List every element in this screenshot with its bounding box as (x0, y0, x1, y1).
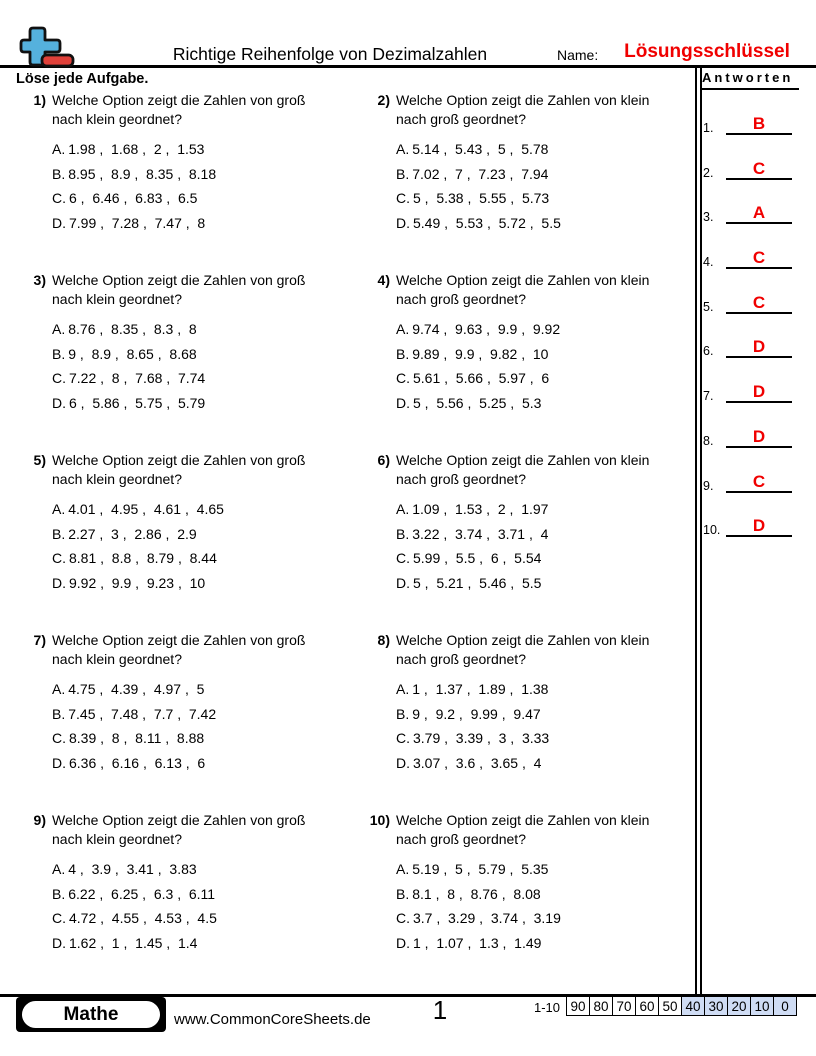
question-prompt: Welche Option zeigt die Zahlen von klein nach groß geordnet? (396, 92, 650, 127)
question-number: 9) (33, 812, 46, 828)
option-row (396, 726, 668, 751)
answer-number: 9. (703, 478, 714, 493)
score-cell: 20 (727, 996, 751, 1016)
option-label: C. (52, 190, 66, 207)
option-values: 1.62 , 1 , 1.45 , 1.4 (69, 934, 198, 951)
option-row (52, 857, 324, 882)
answer-number: 8. (703, 433, 714, 448)
question-block (364, 91, 700, 235)
question-block (20, 451, 356, 595)
option-label: D. (52, 754, 66, 771)
option-label: A. (396, 141, 410, 157)
option-label: D. (52, 394, 66, 411)
option-row (52, 726, 324, 751)
answer-key-label: Lösungsschlüssel (624, 41, 790, 62)
option-values: 6 , 6.46 , 6.83 , 6.5 (69, 190, 198, 207)
question-number: 4) (377, 272, 390, 288)
options-list (396, 137, 668, 235)
answer-letter: D (726, 383, 792, 403)
answer-letter: A (726, 204, 792, 224)
score-cell: 80 (589, 996, 613, 1016)
option-values: 6.36 , 6.16 , 6.13 , 6 (69, 754, 206, 771)
option-row (52, 702, 324, 727)
question-block (20, 811, 356, 955)
option-label: C. (396, 550, 410, 567)
score-cell: 70 (612, 996, 636, 1016)
answer-item (700, 326, 802, 358)
option-row (396, 342, 668, 367)
option-values: 3.7 , 3.29 , 3.74 , 3.19 (413, 910, 561, 927)
option-row (52, 391, 324, 416)
option-values: 5 , 5.38 , 5.55 , 5.73 (413, 190, 550, 207)
options-list (52, 677, 324, 775)
answer-number: 7. (703, 389, 714, 404)
option-label: B. (52, 885, 66, 902)
answer-item (700, 237, 802, 269)
option-values: 7.99 , 7.28 , 7.47 , 8 (69, 214, 206, 231)
option-values: 7.02 , 7 , 7.23 , 7.94 (412, 165, 549, 182)
option-values: 2.27 , 3 , 2.86 , 2.9 (68, 525, 197, 542)
score-range-label: 1-10 (533, 1000, 560, 1015)
option-label: B. (52, 345, 66, 362)
answer-item (700, 461, 802, 493)
option-label: B. (396, 345, 410, 362)
answer-item (700, 282, 802, 314)
option-label: C. (52, 550, 66, 567)
option-values: 4.75 , 4.39 , 4.97 , 5 (68, 681, 205, 697)
option-row (52, 571, 324, 596)
answer-letter: C (726, 294, 792, 314)
option-values: 1.09 , 1.53 , 2 , 1.97 (412, 501, 549, 517)
option-values: 3.79 , 3.39 , 3 , 3.33 (413, 730, 550, 747)
option-label: B. (396, 165, 410, 182)
option-values: 1 , 1.37 , 1.89 , 1.38 (412, 681, 549, 697)
option-label: D. (52, 574, 66, 591)
option-values: 5 , 5.56 , 5.25 , 5.3 (413, 394, 542, 411)
question-prompt: Welche Option zeigt die Zahlen von groß nach klein geordnet? (52, 812, 306, 847)
subject-badge-label: Mathe (22, 1001, 160, 1028)
answer-number: 5. (703, 299, 714, 314)
page-title: Richtige Reihenfolge von Dezimalzahlen (172, 44, 488, 64)
option-label: B. (396, 885, 410, 902)
option-values: 6.22 , 6.25 , 6.3 , 6.11 (68, 885, 216, 902)
option-label: B. (52, 525, 66, 542)
question-prompt: Welche Option zeigt die Zahlen von groß nach klein geordnet? (52, 632, 306, 667)
option-row (396, 702, 668, 727)
option-row (396, 931, 668, 956)
options-list (52, 137, 324, 235)
question-number: 3) (33, 272, 46, 288)
question-prompt: Welche Option zeigt die Zahlen von klein nach groß geordnet? (396, 272, 650, 307)
option-label: D. (52, 934, 66, 951)
question-number: 1) (33, 92, 46, 108)
question-block (364, 631, 700, 775)
answer-number: 3. (703, 210, 714, 225)
option-values: 6 , 5.86 , 5.75 , 5.79 (69, 394, 206, 411)
question-prompt: Welche Option zeigt die Zahlen von groß nach klein geordnet? (52, 92, 306, 127)
question-prompt: Welche Option zeigt die Zahlen von groß nach klein geordnet? (52, 272, 306, 307)
option-row (396, 571, 668, 596)
instruction-text: Löse jede Aufgabe. (16, 71, 149, 87)
score-cell: 40 (681, 996, 705, 1016)
option-values: 1.98 , 1.68 , 2 , 1.53 (68, 141, 205, 157)
question-number: 5) (33, 452, 46, 468)
option-label: C. (396, 370, 410, 387)
answers-list (700, 103, 802, 550)
option-values: 8.39 , 8 , 8.11 , 8.88 (69, 730, 205, 747)
option-row (52, 137, 324, 162)
option-row (396, 497, 668, 522)
option-row (396, 211, 668, 236)
option-row (52, 497, 324, 522)
option-row (52, 882, 324, 907)
option-row (396, 857, 668, 882)
option-values: 4.72 , 4.55 , 4.53 , 4.5 (69, 910, 217, 927)
option-row (52, 546, 324, 571)
option-label: D. (396, 934, 410, 951)
option-row (52, 522, 324, 547)
option-label: C. (396, 190, 410, 207)
option-values: 5.19 , 5 , 5.79 , 5.35 (412, 861, 549, 877)
option-row (52, 751, 324, 776)
minus-icon (42, 55, 73, 66)
question-prompt: Welche Option zeigt die Zahlen von klein nach groß geordnet? (396, 452, 650, 487)
option-row (52, 342, 324, 367)
option-row (52, 211, 324, 236)
answer-item (700, 505, 802, 537)
option-label: B. (396, 525, 410, 542)
option-row (396, 546, 668, 571)
answer-number: 6. (703, 344, 714, 359)
option-row (52, 317, 324, 342)
option-values: 3.22 , 3.74 , 3.71 , 4 (412, 525, 549, 542)
option-label: B. (52, 705, 66, 722)
question-block (364, 811, 700, 955)
score-cell: 90 (566, 996, 590, 1016)
answer-letter: D (726, 517, 792, 537)
option-label: C. (52, 730, 66, 747)
options-list (52, 857, 324, 955)
answer-item (700, 192, 802, 224)
option-label: A. (52, 861, 66, 877)
option-row (52, 162, 324, 187)
question-block (364, 451, 700, 595)
option-label: C. (52, 370, 66, 387)
option-values: 8.1 , 8 , 8.76 , 8.08 (412, 885, 541, 902)
answer-letter: C (726, 249, 792, 269)
option-row (52, 931, 324, 956)
option-values: 3.07 , 3.6 , 3.65 , 4 (413, 754, 542, 771)
question-prompt: Welche Option zeigt die Zahlen von groß nach klein geordnet? (52, 452, 306, 487)
question-prompt: Welche Option zeigt die Zahlen von klein nach groß geordnet? (396, 812, 650, 847)
question-prompt: Welche Option zeigt die Zahlen von klein nach groß geordnet? (396, 632, 650, 667)
answer-letter: B (726, 115, 792, 135)
option-values: 9.89 , 9.9 , 9.82 , 10 (412, 345, 549, 362)
option-row (396, 677, 668, 702)
answer-number: 4. (703, 255, 714, 270)
option-label: B. (396, 705, 410, 722)
option-label: D. (396, 394, 410, 411)
score-table (566, 996, 797, 1016)
option-values: 7.45 , 7.48 , 7.7 , 7.42 (68, 705, 217, 722)
answer-letter: C (726, 473, 792, 493)
option-row (396, 317, 668, 342)
score-cell: 60 (635, 996, 659, 1016)
subject-badge (16, 997, 166, 1032)
score-cell: 30 (704, 996, 728, 1016)
option-row (52, 366, 324, 391)
option-values: 5.14 , 5.43 , 5 , 5.78 (412, 141, 549, 157)
page-number: 1 (432, 995, 448, 1025)
option-row (396, 366, 668, 391)
option-label: D. (396, 754, 410, 771)
option-row (396, 186, 668, 211)
question-block (20, 271, 356, 415)
option-values: 5.99 , 5.5 , 6 , 5.54 (413, 550, 542, 567)
option-values: 8.95 , 8.9 , 8.35 , 8.18 (68, 165, 217, 182)
answer-item (700, 103, 802, 135)
options-list (396, 857, 668, 955)
question-block (20, 91, 356, 235)
option-label: A. (396, 861, 410, 877)
option-label: D. (396, 574, 410, 591)
question-number: 7) (33, 632, 46, 648)
option-values: 5.49 , 5.53 , 5.72 , 5.5 (413, 214, 561, 231)
option-row (396, 882, 668, 907)
option-values: 5.61 , 5.66 , 5.97 , 6 (413, 370, 550, 387)
option-values: 8.81 , 8.8 , 8.79 , 8.44 (69, 550, 217, 567)
options-list (52, 497, 324, 595)
answer-letter: D (726, 428, 792, 448)
plus-minus-logo (10, 12, 80, 70)
answer-number: 10. (703, 523, 721, 538)
option-label: B. (52, 165, 66, 182)
answers-panel-title: Antworten (702, 70, 799, 90)
name-label: Name: (557, 47, 599, 63)
option-row (52, 186, 324, 211)
option-values: 9 , 9.2 , 9.99 , 9.47 (412, 705, 541, 722)
answer-item (700, 416, 802, 448)
option-row (396, 391, 668, 416)
option-label: A. (52, 321, 66, 337)
answer-number: 1. (703, 121, 714, 135)
option-row (396, 751, 668, 776)
option-label: C. (52, 910, 66, 927)
option-row (396, 137, 668, 162)
option-values: 9 , 8.9 , 8.65 , 8.68 (68, 345, 197, 362)
question-block (364, 271, 700, 415)
answer-item (700, 371, 802, 403)
option-row (396, 906, 668, 931)
question-number: 6) (377, 452, 390, 468)
options-list (396, 317, 668, 415)
option-values: 5 , 5.21 , 5.46 , 5.5 (413, 574, 542, 591)
question-number: 10) (369, 812, 390, 828)
option-label: C. (396, 730, 410, 747)
header-divider (0, 65, 816, 68)
score-cell: 10 (750, 996, 774, 1016)
options-list (52, 317, 324, 415)
question-number: 8) (377, 632, 390, 648)
option-label: A. (396, 681, 410, 697)
option-label: D. (396, 214, 410, 231)
question-block (20, 631, 356, 775)
option-label: A. (52, 501, 66, 517)
option-row (396, 522, 668, 547)
option-values: 9.74 , 9.63 , 9.9 , 9.92 (412, 321, 561, 337)
option-label: A. (396, 321, 410, 337)
question-number: 2) (377, 92, 390, 108)
option-values: 1 , 1.07 , 1.3 , 1.49 (413, 934, 542, 951)
option-row (52, 906, 324, 931)
option-label: A. (52, 681, 66, 697)
website-url: www.CommonCoreSheets.de (174, 1011, 371, 1028)
options-list (396, 677, 668, 775)
answer-number: 2. (703, 165, 714, 180)
option-row (52, 677, 324, 702)
option-values: 8.76 , 8.35 , 8.3 , 8 (68, 321, 197, 337)
option-values: 9.92 , 9.9 , 9.23 , 10 (69, 574, 206, 591)
option-row (396, 162, 668, 187)
option-values: 4.01 , 4.95 , 4.61 , 4.65 (68, 501, 224, 517)
score-cell: 0 (773, 996, 797, 1016)
option-label: D. (52, 214, 66, 231)
answer-letter: D (726, 338, 792, 358)
answer-letter: C (726, 160, 792, 180)
options-list (396, 497, 668, 595)
answer-item (700, 148, 802, 180)
option-values: 7.22 , 8 , 7.68 , 7.74 (69, 370, 206, 387)
option-values: 4 , 3.9 , 3.41 , 3.83 (68, 861, 197, 877)
option-label: C. (396, 910, 410, 927)
option-label: A. (52, 141, 66, 157)
score-cell: 50 (658, 996, 682, 1016)
option-label: A. (396, 501, 410, 517)
